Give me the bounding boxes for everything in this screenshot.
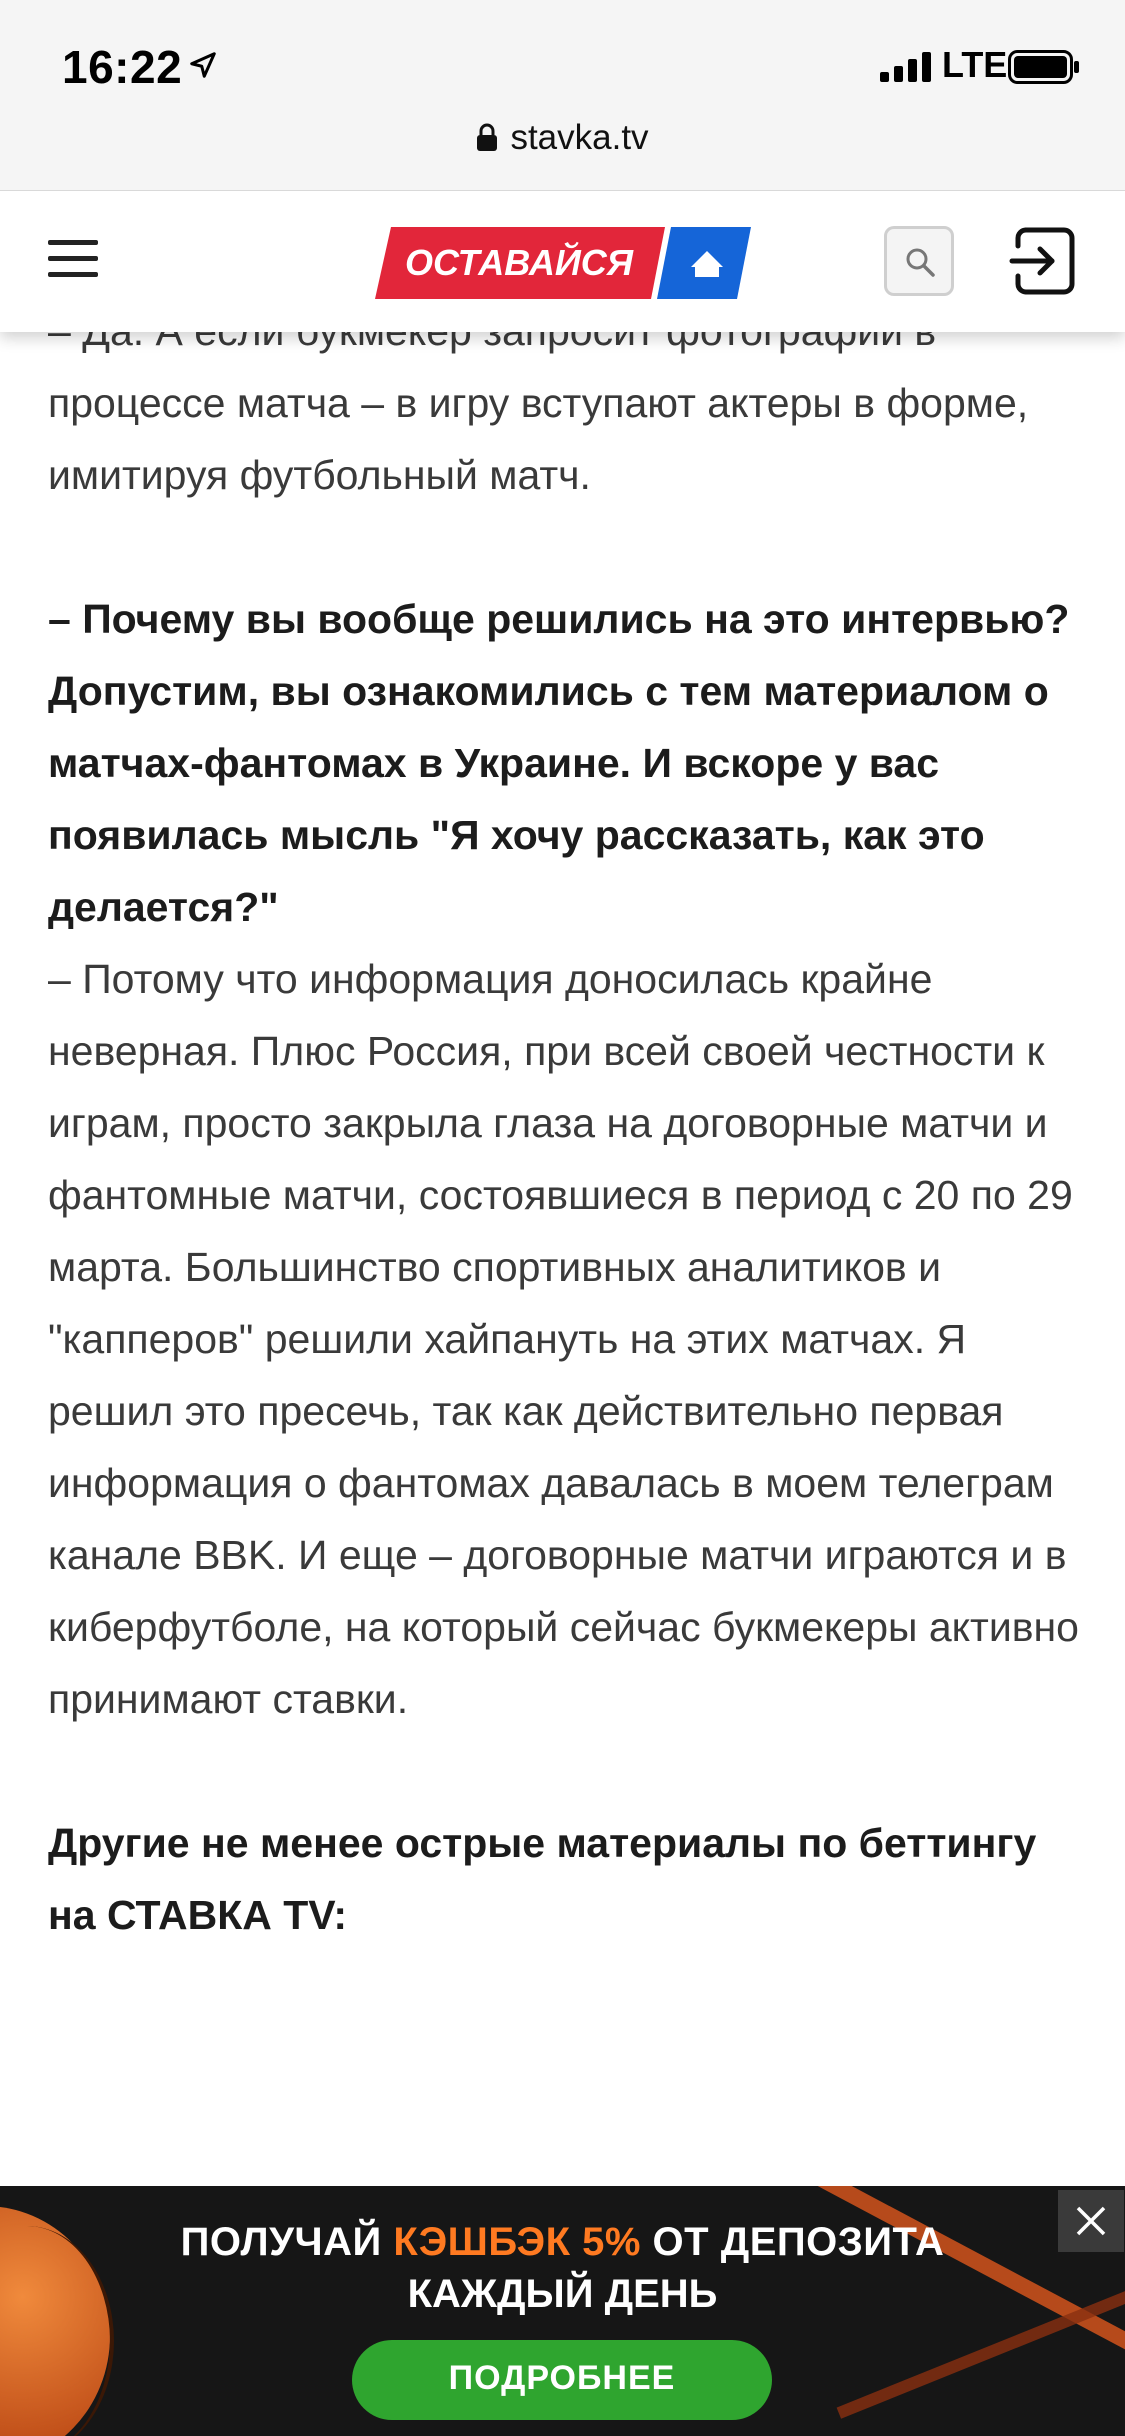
close-icon <box>1075 2205 1107 2237</box>
browser-chrome <box>0 0 1125 191</box>
cashback-highlight: КЭШБЭК 5% <box>393 2220 641 2264</box>
interview-question: – Почему вы вообще решились на это интервью? Допустим, вы ознакомились с тем материалом о матчах-фантомах в Украине. И вскоре у вас появилась мысль "Я хочу рассказать, как это делается?" <box>48 596 1070 930</box>
article-paragraph: процессе матча – в игру вступают актеры в форме, имитируя футбольный матч. <box>48 380 1029 498</box>
banner-headline: ПОЛУЧАЙ КЭШБЭК 5% ОТ ДЕПОЗИТА <box>180 2220 945 2264</box>
site-header <box>0 190 1125 332</box>
signal-icon <box>880 52 934 82</box>
battery-icon <box>1008 50 1080 84</box>
related-materials-heading: Другие не менее острые материалы по беттингу на СТАВКА TV: <box>48 1820 1037 1938</box>
details-button[interactable]: ПОДРОБНЕЕ <box>352 2340 772 2420</box>
search-icon <box>905 247 935 277</box>
site-logo[interactable] <box>375 227 751 299</box>
network-type: LTE <box>942 44 1008 85</box>
article-body <box>48 295 1088 1951</box>
promo-banner[interactable] <box>0 2186 1125 2436</box>
logo-text: ОСТАВАЙСЯ <box>404 242 634 283</box>
location-arrow-icon <box>188 50 218 80</box>
interview-answer: – Потому что информация доносилась крайне неверная. Плюс Россия, при всей своей честности к играм, просто закрыла глаза на договорные матчи и фантомные матчи, состоявшиеся в период с 20 по 29 марта. Большинство спортивных аналитиков и "капперов" решили хайпануть на этих матчах. Я решил это пресечь, так как действительно первая информация о фантомах давалась в моем телеграм канале BBK. И еще – договорные матчи играются и в киберфутболе, на который сейчас букмекеры активно принимают ставки. <box>48 956 1079 1722</box>
banner-subheadline: КАЖДЫЙ ДЕНЬ <box>407 2272 718 2316</box>
login-icon[interactable] <box>1004 224 1078 298</box>
search-button[interactable] <box>884 226 954 296</box>
address-bar[interactable] <box>0 118 1125 158</box>
status-time: 16:22 <box>62 41 183 93</box>
lock-icon <box>476 122 498 152</box>
close-ad-button[interactable] <box>1058 2190 1124 2252</box>
url-text: stavka.tv <box>510 118 649 157</box>
menu-icon[interactable] <box>48 240 98 278</box>
